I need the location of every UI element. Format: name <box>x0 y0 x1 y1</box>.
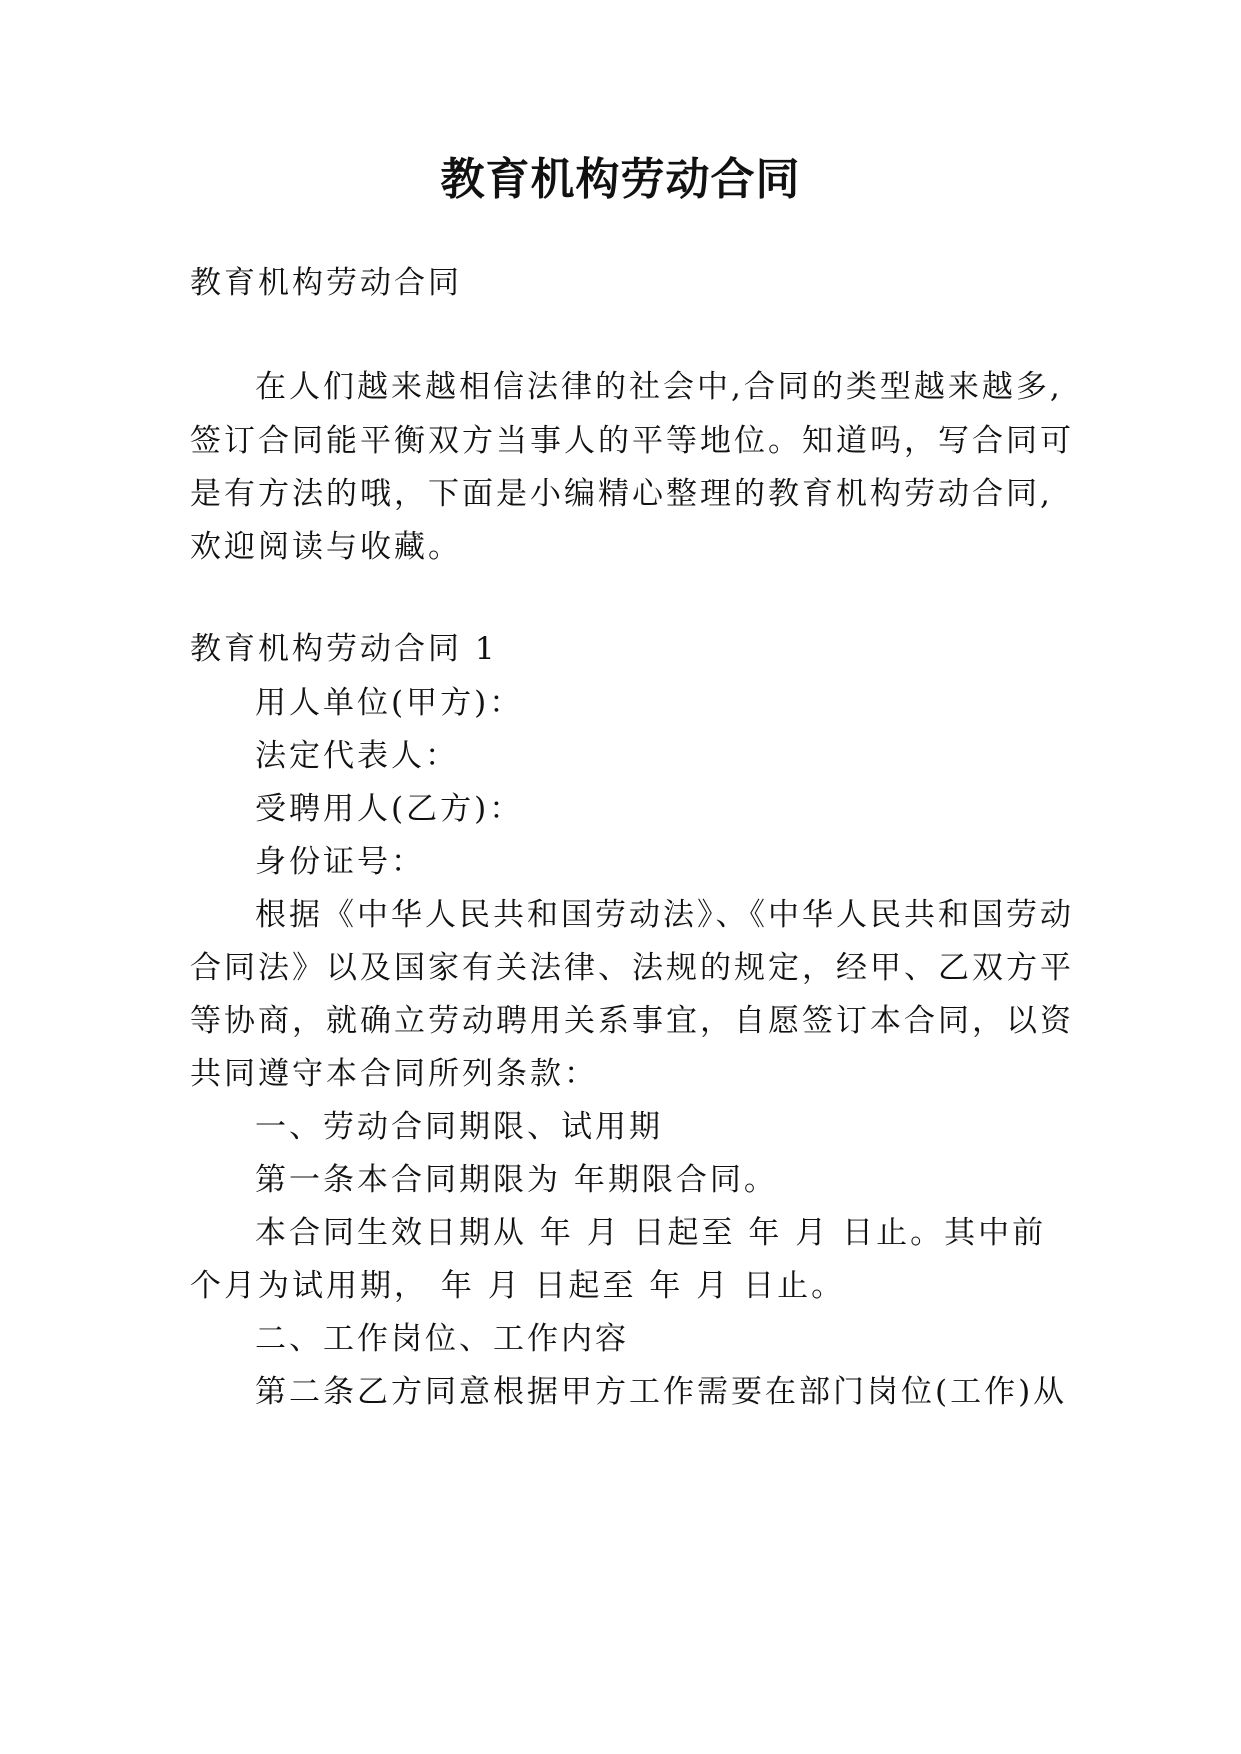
document-subtitle: 教育机构劳动合同 <box>190 265 462 301</box>
intro-line-4: 欢迎阅读与收藏。 <box>190 529 462 565</box>
contract-heading: 教育机构劳动合同 1 <box>190 631 498 667</box>
effective-line-2: 个月为试用期， 年 月 日起至 年 月 日止。 <box>190 1268 846 1304</box>
intro-line-1: 在人们越来越相信法律的社会中,合同的类型越来越多, <box>255 369 1063 405</box>
preamble-line-3: 等协商，就确立劳动聘用关系事宜，自愿签订本合同，以资 <box>190 1003 1074 1039</box>
intro-line-3: 是有方法的哦，下面是小编精心整理的教育机构劳动合同, <box>190 476 1053 512</box>
article2-text: 第二条乙方同意根据甲方工作需要在部门岗位(工作)从 <box>255 1374 1068 1410</box>
employer-field: 用人单位(甲方)： <box>255 685 524 721</box>
legal-rep-field: 法定代表人： <box>255 738 459 774</box>
preamble-line-1: 根据《中华人民共和国劳动法》、《中华人民共和国劳动 <box>255 897 1074 933</box>
section2-heading: 二、工作岗位、工作内容 <box>255 1321 629 1357</box>
effective-line-1: 本合同生效日期从 年 月 日起至 年 月 日止。其中前 <box>255 1215 1047 1251</box>
preamble-line-4: 共同遵守本合同所列条款： <box>190 1056 598 1092</box>
document-title: 教育机构劳动合同 <box>440 154 801 205</box>
id-number-field: 身份证号： <box>255 844 425 880</box>
intro-line-2: 签订合同能平衡双方当事人的平等地位。知道吗，写合同可 <box>190 423 1074 459</box>
section1-heading: 一、劳动合同期限、试用期 <box>255 1109 663 1145</box>
preamble-line-2: 合同法》以及国家有关法律、法规的规定，经甲、乙双方平 <box>190 950 1074 986</box>
article1-text: 第一条本合同期限为 年期限合同。 <box>255 1162 778 1198</box>
employee-field: 受聘用人(乙方)： <box>255 791 524 827</box>
